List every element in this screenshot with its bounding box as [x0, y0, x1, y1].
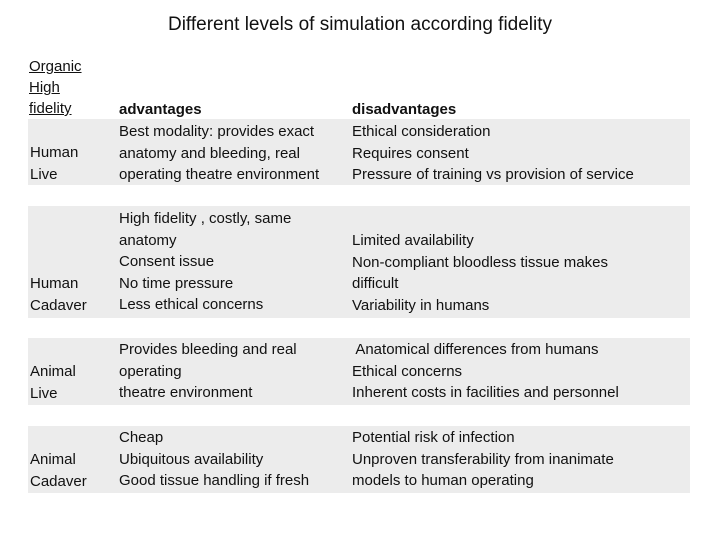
disadvantage-line: Limited availability	[352, 232, 474, 249]
disadvantage-line: Unproven transferability from inanimate	[352, 450, 614, 468]
disadvantages-cell	[352, 339, 619, 404]
disadvantages-cell	[352, 230, 608, 316]
advantage-line: Best modality: provides exact	[119, 123, 315, 140]
disadvantages-cell	[352, 427, 614, 492]
disadvantages-cell	[352, 121, 634, 186]
advantage-line: Ubiquitous availability	[119, 450, 264, 468]
advantages-cell	[119, 121, 319, 186]
advantage-line: Less ethical concerns	[119, 296, 264, 313]
disadvantage-line: Requires consent	[352, 144, 469, 162]
disadvantage-line: Anatomical differences from humans	[352, 341, 599, 358]
disadvantage-line: Potential risk of infection	[352, 429, 515, 446]
advantage-line: Good tissue handling if fresh	[119, 472, 310, 489]
advantage-line: High fidelity , costly, same	[119, 210, 292, 227]
disadvantage-line: Ethical concerns	[352, 362, 463, 380]
row-label-line: Cadaver	[30, 472, 87, 490]
advantages-cell	[119, 339, 297, 404]
advantage-line: theatre environment	[119, 384, 253, 401]
organic-high-fidelity-label	[29, 56, 99, 119]
advantage-line: operating	[119, 362, 182, 380]
disadvantage-line: difficult	[352, 275, 399, 292]
disadvantage-line: models to human operating	[352, 472, 534, 489]
row-label-line: Human	[30, 144, 79, 161]
row-label-line: Cadaver	[30, 296, 87, 314]
advantage-line: No time pressure	[119, 274, 234, 292]
advantage-line: anatomy and bleeding, real	[119, 144, 300, 162]
row-label-animal-cadaver	[30, 449, 87, 492]
row-label-animal-live	[30, 361, 76, 404]
row-label-line: Live	[30, 165, 58, 183]
organic-label-line: High	[29, 79, 60, 96]
advantage-line: Cheap	[119, 429, 164, 446]
advantages-cell	[119, 208, 291, 316]
row-label-line: Animal	[30, 363, 76, 380]
advantage-line: Provides bleeding and real	[119, 341, 297, 358]
organic-label-line: fidelity	[29, 100, 72, 117]
disadvantage-line: Pressure of training vs provision of service	[352, 166, 634, 183]
disadvantage-line: Inherent costs in facilities and personnel	[352, 384, 619, 401]
disadvantage-line: Variability in humans	[352, 296, 490, 314]
disadvantages-header: disadvantages	[352, 101, 457, 118]
row-label-human-cadaver	[30, 273, 87, 316]
advantages-cell	[119, 427, 309, 492]
advantage-line: operating theatre environment	[119, 166, 320, 183]
row-label-line: Animal	[30, 451, 76, 468]
disadvantage-line: Non-compliant bloodless tissue makes	[352, 253, 608, 271]
row-label-line: Live	[30, 384, 58, 402]
disadvantage-line: Ethical consideration	[352, 123, 491, 140]
organic-label-line: Organic	[29, 58, 82, 75]
advantages-header: advantages	[119, 101, 202, 118]
row-label-human-live	[30, 142, 78, 185]
row-label-line: Human	[30, 275, 79, 292]
advantage-line: anatomy	[119, 231, 177, 249]
advantage-line: Consent issue	[119, 253, 215, 270]
page-title: Different levels of simulation according fidelity	[167, 14, 553, 35]
